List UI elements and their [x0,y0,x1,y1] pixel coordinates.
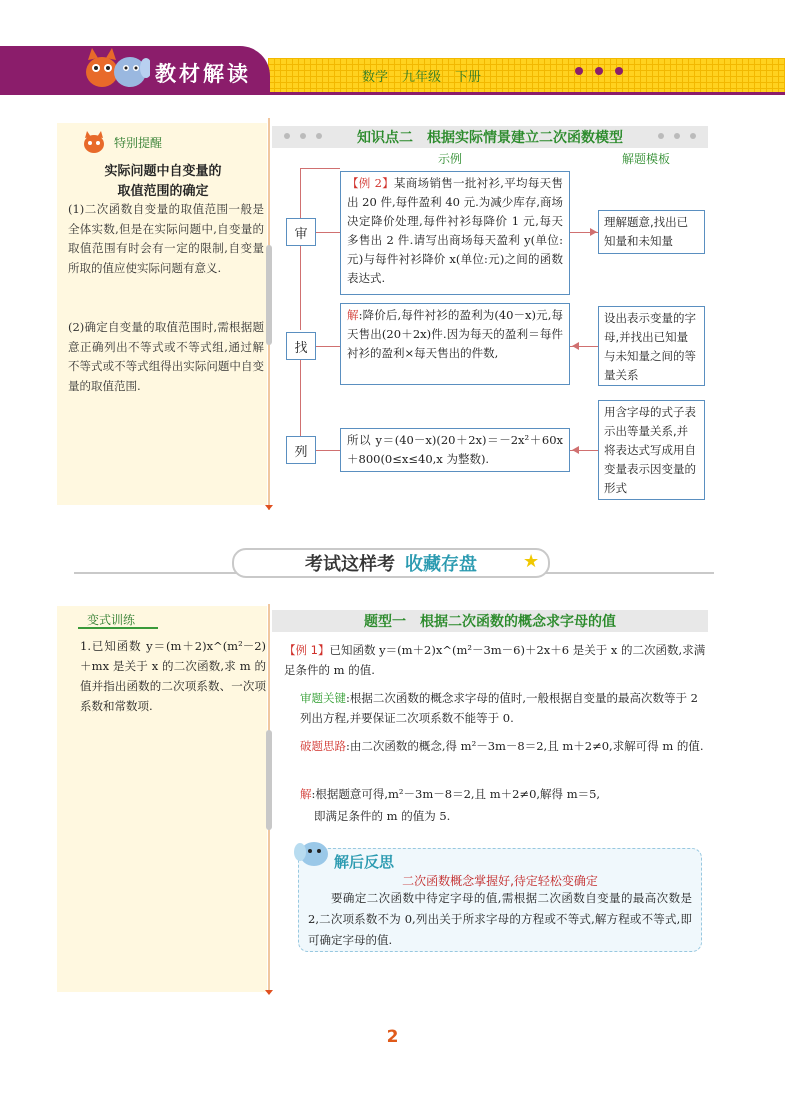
type1-title: 题型一 根据二次函数的概念求字母的值 [364,614,616,630]
knowledge-title: 知识点二 根据实际情景建立二次函数模型 [357,130,623,146]
divider-end-icon [265,505,273,510]
tip-header [80,130,162,154]
equation-box [340,428,570,472]
flow-connector [316,450,340,451]
example-2-text: 某商场销售一批衬衫,平均每天售出 20 件,每件盈利 40 元.为减少库存,商场决定降价处理,每件衬衫每降价 1 元,每天多售出 2 件.请写出商场每天盈利 y(单位:元)与每件衬衫降价 x(单位:元)之间的函数表达式. [347,176,563,285]
solution-line-1 [300,784,708,804]
equation-text: 所以 y＝(40－x)(20＋2x)＝－2x²＋60x＋800(0≤x≤40,x 为整数). [347,433,563,466]
arrow-left-icon [572,342,579,350]
template-box-2: 设出表示变量的字母,并找出已知量与未知量之间的等量关系 [598,306,705,386]
tip-title-line2: 取值范围的确定 [117,184,209,199]
knowledge-section-bar [272,126,708,148]
flow-connector [316,346,340,347]
solution-line-2: 即满足条件的 m 的值为 5. [314,809,451,823]
banner-part1: 考试这样考 [305,554,395,575]
practice-item-1: 1.已知函数 y＝(m＋2)x^(m²－2)＋mx 是关于 x 的二次函数,求 m 的值并指出函数的二次项系数、一次项系数和常数项. [80,639,266,713]
practice-underline [78,627,158,629]
arrow-right-icon [590,228,597,236]
flow-connector [300,244,301,330]
banner-part2: 收藏存盘 [405,554,477,575]
tip-paragraph-1: (1)二次函数自变量的取值范围一般是全体实数,但是在实际问题中,自变量的取值范围有时会有一定的限制,自变量所取的值应使实际问题有意义. [68,202,264,275]
key-point [300,688,708,728]
flow-connector [300,360,301,438]
header-grid-band [268,58,785,92]
flow-connector [316,232,340,233]
key-point-text: :根据二次函数的概念求字母的值时,一般根据自变量的最高次数等于 2 列出方程,并要保证二次项系数不能等于 0. [300,691,698,725]
divider-knob [266,730,272,830]
elephant-mascot-icon [294,836,334,870]
mascot-icon [80,44,150,90]
header-dots [575,67,623,75]
tip-label: 特别提醒 [114,135,163,150]
solution-box [340,303,570,385]
arrow-left-icon [572,446,579,454]
step-find: 找 [286,332,316,360]
key-point-label: 审题关键 [300,691,346,705]
solving-idea-label: 破题思路 [300,739,346,753]
reflection-body: 要确定二次函数中待定字母的值,需根据二次函数自变量的最高次数是 2,二次项系数不为 0,列出关于所求字母的方程或不等式,解方程或不等式,即可确定字母的值. [308,891,692,947]
example-2-tag: 【例 2】 [347,176,395,190]
page-number: 2 [386,1027,399,1047]
reflection-title: 解后反思 [334,853,395,871]
header-rule [0,92,785,95]
solution-label: 解 [300,787,312,801]
column-head-template: 解题模板 [622,152,671,166]
fox-mascot-icon [80,130,108,154]
header-subtitle [362,66,481,85]
divider-end-icon [265,990,273,995]
example-1 [284,640,708,680]
solution-tag: 解 [347,308,359,322]
template-box-3: 用含字母的式子表示出等量关系,并将表达式写成用自变量表示因变量的形式 [598,400,705,500]
step-list: 列 [286,436,316,464]
solving-idea-text: :由二次函数的概念,得 m²－3m－8＝2,且 m＋2≠0,求解可得 m 的值. [346,739,704,753]
header-grade: 九年级 [402,70,442,85]
divider-knob [266,245,272,345]
column-head-example: 示例 [438,152,463,166]
tip-paragraph-2: (2)确定自变量的取值范围时,需根据题意正确列出不等式或不等式组,通过解不等式或不等式组得出实际问题中自变量的取值范围. [68,320,264,393]
step-review: 审 [286,218,316,246]
example-1-tag: 【例 1】 [284,643,330,657]
example-1-text: 已知函数 y＝(m＋2)x^(m²－3m－6)＋2x＋6 是关于 x 的二次函数,求满足条件的 m 的值. [284,643,706,677]
reflection-subtitle: 二次函数概念掌握好,待定轻松变确定 [402,874,598,888]
solution-text-1: :根据题意可得,m²－3m－8＝2,且 m＋2≠0,解得 m＝5, [311,787,601,801]
header-volume: 下册 [455,70,482,85]
example-2-box [340,171,570,295]
solving-idea [300,736,708,756]
type1-section-bar [272,610,708,632]
solution-text: :降价后,每件衬衫的盈利为(40－x)元,每天售出(20＋2x)件.因为每天的盈利＝每件衬衫的盈利×每天售出的件数, [347,308,564,360]
practice-label: 变式训练 [87,613,136,627]
flow-connector [300,168,340,169]
exam-banner [232,548,550,578]
header-subject: 数学 [362,70,389,85]
template-box-1: 理解题意,找出已知量和未知量 [598,210,705,254]
page-header [0,0,785,100]
tip-title-line1: 实际问题中自变量的 [104,164,222,179]
header-title: 教材解读 [155,62,251,86]
star-icon: ★ [523,551,540,572]
